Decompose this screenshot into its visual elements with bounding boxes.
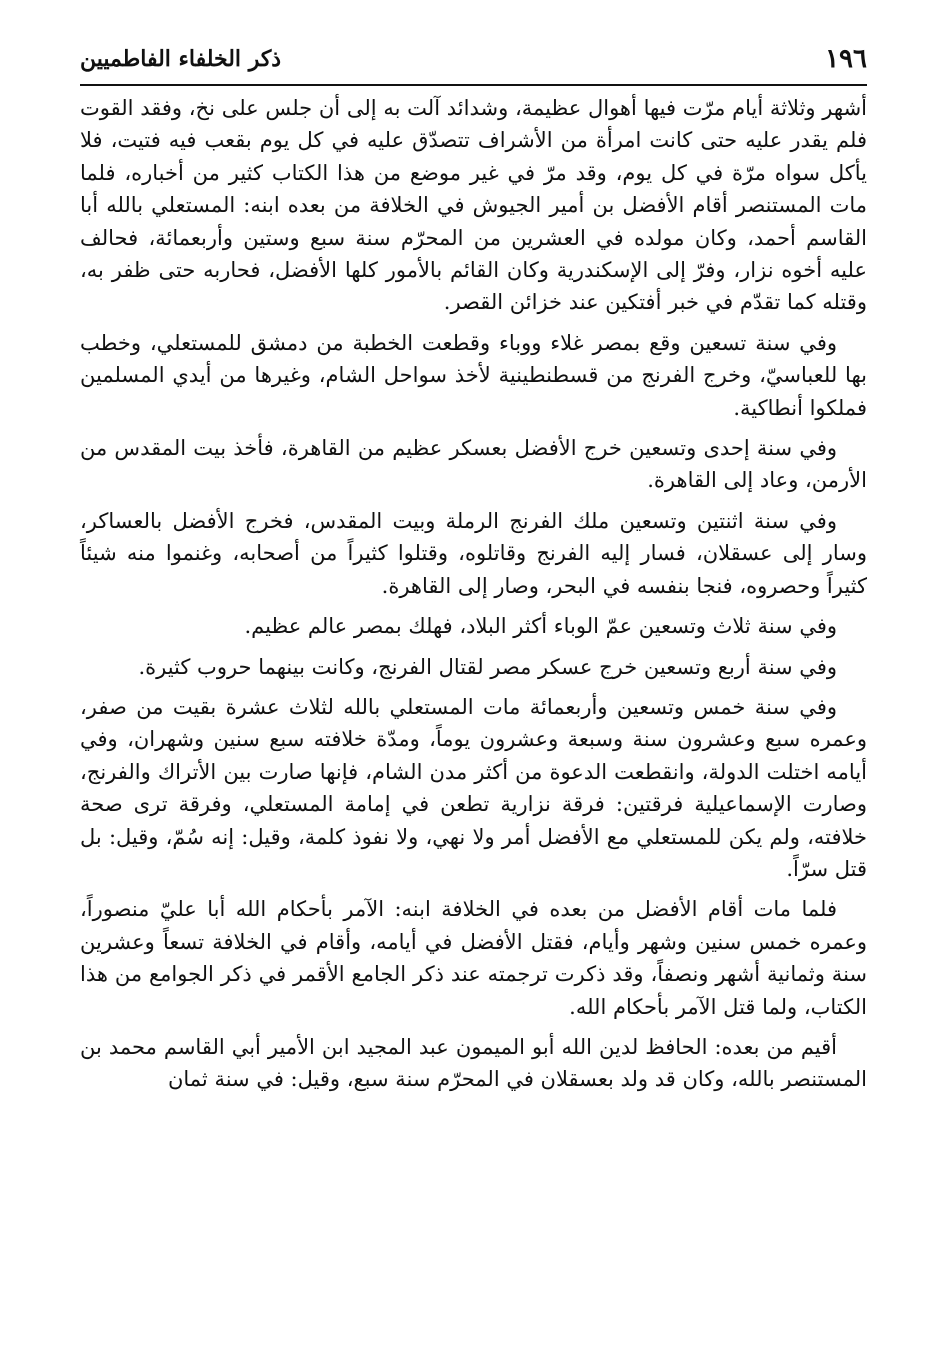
paragraph-year-95: وفي سنة خمس وتسعين وأربعمائة مات المستعلي بالله لثلاث عشرة بقيت من صفر، وعمره سبع وعشرون سنة وسبعة وعشرون يوماً، ومدّة خلافته سبع سنين وشهران، وفي أيامه اختلت الدولة، وانقطعت الدعوة من أكثر مدن الشام، فإنها صارت بين الأتراك والفرنج، وصارت الإسماعيلية فرقتين: فرقة نزارية تطعن في إمامة المستعلي، وفرقة ترى صحة خلافته، ولم يكن للمستعلي مع الأفضل أمر ولا نهي، ولا نفوذ كلمة، وقيل: إنه سُمّ، وقيل: بل قتل سرّاً. — [80, 694, 867, 881]
paragraph-hafiz: أقيم من بعده: الحافظ لدين الله أبو الميمون عبد المجيد ابن الأمير أبي القاسم محمد بن المستنصر بالله، وكان قد ولد بعسقلان في المحرّم سنة سبع، وقيل: في سنة ثمان — [80, 1034, 867, 1092]
paragraph-year-94: وفي سنة أربع وتسعين خرج عسكر مصر لقتال الفرنج، وكانت بينهما حروب كثيرة. — [138, 654, 837, 679]
running-title: ذكر الخلفاء الفاطميين — [80, 46, 282, 72]
paragraph-amir: فلما مات أقام الأفضل من بعده في الخلافة ابنه: الآمر بأحكام الله أبا عليّ منصوراً، وعمره خمس سنين وشهر وأيام، فقتل الأفضل في أيامه، وأقام في الخلافة تسعاً وعشرين سنة وثمانية أشهر ونصفاً، وقد ذكرت ترجمته عند ذكر الجامع الأقمر في ذكر الجوامع من هذا الكتاب، ولما قتل الآمر بأحكام الله. — [80, 897, 867, 1019]
page-number: ١٩٦ — [825, 44, 867, 74]
paragraph-year-92: وفي سنة اثنتين وتسعين ملك الفرنج الرملة وبيت المقدس، فخرج الأفضل بالعساكر، وسار إلى عسقلان، فسار إليه الفرنج وقاتلوه، وقتلوا كثيراً من أصحابه، وغنموا منه شيئاً كثيراً وحصروه، فنجا بنفسه في البحر، وصار إلى القاهرة. — [80, 508, 867, 598]
page-header — [80, 38, 867, 80]
paragraph-year-93: وفي سنة ثلاث وتسعين عمّ الوباء أكثر البلاد، فهلك بمصر عالم عظيم. — [244, 614, 837, 639]
header-rule — [80, 84, 867, 86]
paragraph-year-90: وفي سنة تسعين وقع بمصر غلاء ووباء وقطعت الخطبة من دمشق للمستعلي، وخطب بها للعباسيّ، وخرج الفرنج من قسطنطينية لأخذ سواحل الشام، وغيرها من أيدي المسلمين فملكوا أنطاكية. — [80, 330, 867, 420]
page-body — [80, 92, 867, 1104]
paragraph-continuation: أشهر وثلاثة أيام مرّت فيها أهوال عظيمة، وشدائد آلت به إلى أن جلس على نخ، وفقد القوت فلم يقدر عليه حتى كانت امرأة من الأشراف تتصدّق عليه في كل يوم بقعب فيه فتيت، فلا يأكل سواه مرّة في كل يوم، وقد مرّ في غير موضع من هذا الكتاب كثير من أخباره، فلما مات المستنصر أقام الأفضل بن أمير الجيوش في الخلافة من بعده ابنه: المستعلي بالله أبا القاسم أحمد، وكان مولده في العشرين من المحرّم سنة سبع وستين وأربعمائة، فحالف عليه أخوه نزار، وفرّ إلى الإسكندرية وكان القائم بالأمور كلها الأفضل، فحاربه حتى ظفر به، وقتله كما تقدّم في خبر أفتكين عند خزائن القصر. — [80, 96, 867, 315]
paragraph-year-91: وفي سنة إحدى وتسعين خرج الأفضل بعسكر عظيم من القاهرة، فأخذ بيت المقدس من الأرمن، وعاد إلى القاهرة. — [80, 436, 867, 493]
